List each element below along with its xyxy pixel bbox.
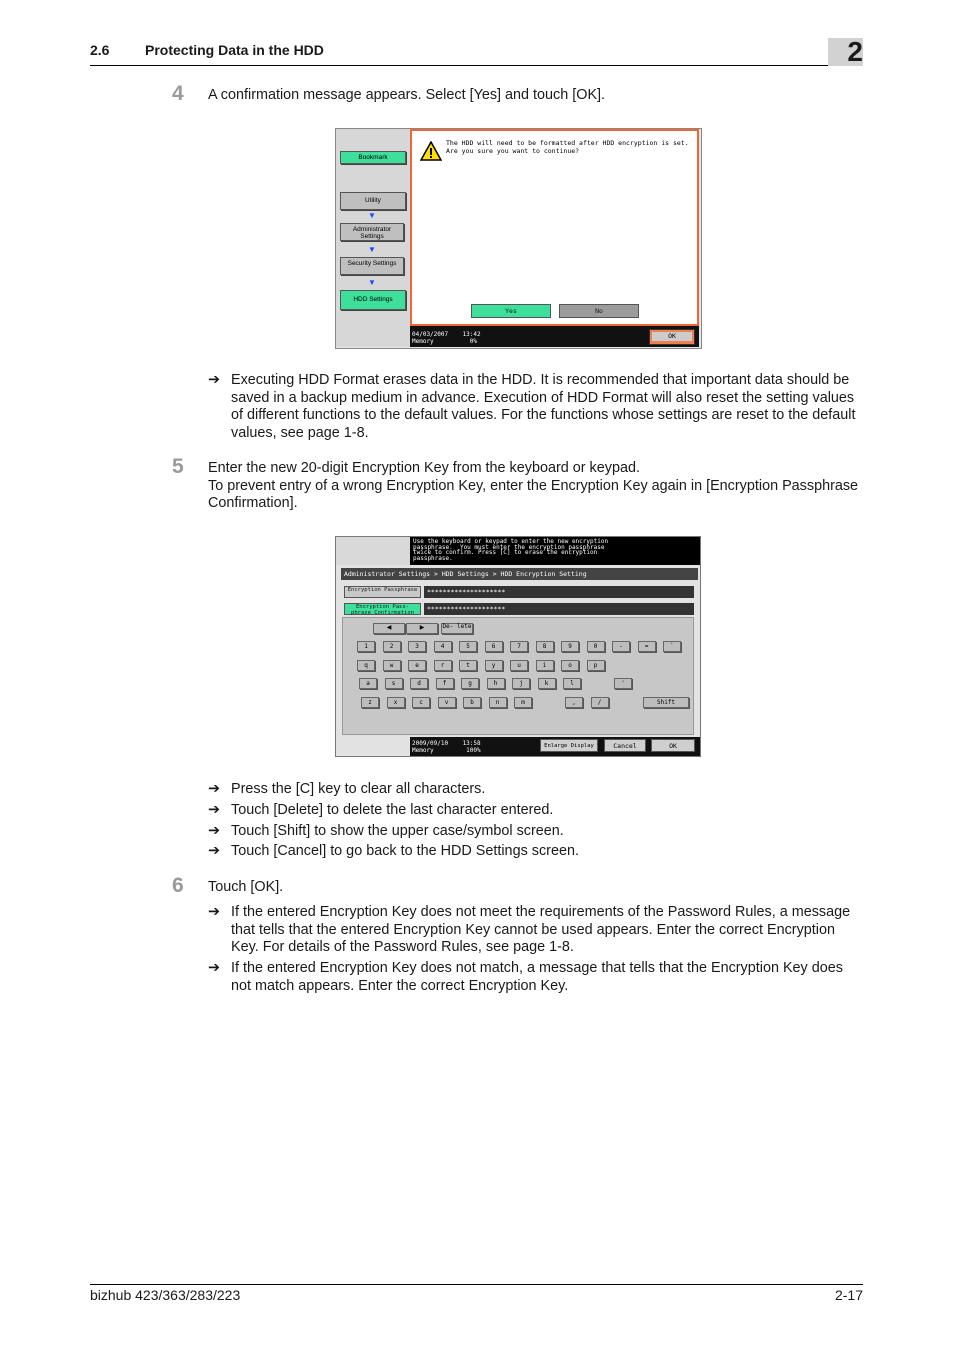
keyboard-key[interactable]: k: [538, 678, 556, 689]
confirmation-message: The HDD will need to be formatted after HDD encryption is set. Are you sure you want to continue?: [446, 139, 689, 155]
keyboard-key[interactable]: r: [434, 660, 452, 671]
arrow-icon: ➔: [208, 781, 221, 797]
keyboard-key[interactable]: x: [387, 697, 405, 708]
administrator-settings-button[interactable]: Administrator Settings: [340, 223, 404, 241]
arrow-icon: ➔: [208, 843, 221, 860]
keyboard-key[interactable]: 4: [434, 641, 452, 652]
note-bullet: [208, 802, 863, 820]
keyboard-key[interactable]: 1: [357, 641, 375, 652]
ok-button[interactable]: OK: [651, 739, 695, 752]
screen-corner: [336, 537, 410, 565]
bullet-text: If the entered Encryption Key does not match, a message that tells that the Encryption Key does not match appears. Enter the correct Encryption Key.: [231, 959, 843, 994]
keyboard-key[interactable]: v: [438, 697, 456, 708]
header-rule: [90, 65, 863, 66]
footer-rule: [90, 1284, 863, 1285]
status-bar: [410, 326, 699, 347]
keyboard-key[interactable]: w: [383, 660, 401, 671]
on-screen-keyboard: [342, 617, 694, 735]
keyboard-key[interactable]: j: [512, 678, 530, 689]
bullet-text: Touch [Cancel] to go back to the HDD Settings screen.: [231, 843, 579, 860]
keyboard-key[interactable]: n: [489, 697, 507, 708]
keyboard-key[interactable]: s: [385, 678, 403, 689]
note-bullet: [208, 904, 863, 957]
keyboard-key[interactable]: 6: [485, 641, 503, 652]
bullet-text: If the entered Encryption Key does not meet the requirements of the Password Rules, a message that tells that the entered Encryption Key cannot be used appears. Enter the correct Encryption Key. For details of the Password Rules, see page 1-8.: [231, 904, 851, 956]
cursor-left-key[interactable]: ◀: [373, 623, 405, 634]
note-bullet: [208, 781, 863, 799]
bullet-list: [208, 781, 863, 861]
keyboard-key[interactable]: 2: [383, 641, 401, 652]
keyboard-key[interactable]: g: [461, 678, 479, 689]
cancel-button[interactable]: Cancel: [604, 739, 646, 752]
section-title: Protecting Data in the HDD: [145, 42, 324, 58]
note-bullet: [208, 960, 863, 995]
confirmation-passphrase-field[interactable]: ********************: [424, 603, 694, 615]
keyboard-key[interactable]: a: [359, 678, 377, 689]
step-number: 4: [172, 82, 184, 105]
chapter-number: 2: [847, 36, 863, 67]
step-number: 6: [172, 874, 184, 897]
keyboard-key[interactable]: 7: [510, 641, 528, 652]
bullet-text: Touch [Shift] to show the upper case/symbol screen.: [231, 822, 564, 839]
keyboard-key[interactable]: t: [459, 660, 477, 671]
enlarge-display-button[interactable]: Enlarge Display: [540, 739, 598, 752]
keyboard-key[interactable]: 9: [561, 641, 579, 652]
cursor-right-key[interactable]: ▶: [406, 623, 438, 634]
encryption-passphrase-label[interactable]: Encryption Passphrase: [344, 586, 421, 598]
confirmation-passphrase-label[interactable]: Encryption Pass- phrase Confirmation: [344, 603, 421, 615]
keyboard-key[interactable]: ': [614, 678, 632, 689]
bookmark-button[interactable]: Bookmark: [340, 151, 406, 164]
page-number: 2-17: [834, 1287, 863, 1303]
keyboard-key[interactable]: m: [514, 697, 532, 708]
keyboard-key[interactable]: ,: [565, 697, 583, 708]
keyboard-key[interactable]: z: [361, 697, 379, 708]
screen-sidebar: [336, 129, 410, 347]
note-bullet: [208, 843, 863, 861]
warning-icon: [420, 141, 442, 161]
down-arrow-icon: ▼: [368, 211, 376, 220]
step-text: [208, 460, 863, 513]
keyboard-key[interactable]: /: [591, 697, 609, 708]
breadcrumb: Administrator Settings > HDD Settings > HDD Encryption Setting: [341, 568, 698, 580]
keyboard-key[interactable]: f: [436, 678, 454, 689]
keyboard-key[interactable]: h: [487, 678, 505, 689]
keyboard-key[interactable]: d: [410, 678, 428, 689]
section-number: 2.6: [90, 42, 110, 58]
encryption-passphrase-field[interactable]: ********************: [424, 586, 694, 598]
keyboard-key[interactable]: u: [510, 660, 528, 671]
keyboard-key[interactable]: -: [612, 641, 630, 652]
status-datetime: 2009/09/10 13:58 Memory 100%: [412, 740, 481, 754]
status-datetime: 04/03/2007 13:42 Memory 0%: [412, 331, 481, 345]
keyboard-key[interactable]: 5: [459, 641, 477, 652]
down-arrow-icon: ▼: [368, 245, 376, 254]
down-arrow-icon: ▼: [368, 278, 376, 287]
step-text-line: To prevent entry of a wrong Encryption Key, enter the Encryption Key again in [Encryption Passphrase Confirmation].: [208, 477, 859, 512]
keyboard-key[interactable]: c: [412, 697, 430, 708]
arrow-icon: ➔: [208, 822, 221, 839]
confirmation-dialog: [410, 129, 699, 326]
step-text-line: Enter the new 20-digit Encryption Key from the keyboard or keypad.: [208, 460, 640, 476]
encryption-key-screenshot: [335, 536, 701, 757]
keyboard-key[interactable]: `: [663, 641, 681, 652]
keyboard-key[interactable]: =: [638, 641, 656, 652]
hdd-settings-button[interactable]: HDD Settings: [340, 290, 406, 310]
footer-model: bizhub 423/363/283/223: [90, 1287, 241, 1303]
keyboard-key[interactable]: y: [485, 660, 503, 671]
keyboard-key[interactable]: e: [408, 660, 426, 671]
arrow-icon: ➔: [208, 904, 221, 920]
bullet-list: [208, 904, 863, 995]
note-bullet: [208, 372, 863, 442]
bullet-text: Press the [C] key to clear all characters.: [231, 781, 486, 797]
step-text: A confirmation message appears. Select [Yes] and touch [OK].: [208, 87, 606, 103]
security-settings-button[interactable]: Security Settings: [340, 257, 404, 275]
ok-label: OK: [652, 332, 692, 341]
keyboard-key[interactable]: o: [561, 660, 579, 671]
keyboard-key[interactable]: q: [357, 660, 375, 671]
ok-button[interactable]: [649, 329, 695, 345]
keyboard-key[interactable]: l: [563, 678, 581, 689]
status-bar: [410, 737, 700, 756]
keyboard-key[interactable]: i: [536, 660, 554, 671]
arrow-icon: ➔: [208, 801, 221, 818]
keyboard-key[interactable]: b: [463, 697, 481, 708]
utility-button[interactable]: Utility: [340, 192, 406, 210]
keyboard-key[interactable]: 3: [408, 641, 426, 652]
arrow-icon: ➔: [208, 959, 221, 976]
yes-button[interactable]: Yes: [471, 304, 551, 318]
step-text: Touch [OK].: [208, 879, 284, 895]
arrow-icon: ➔: [208, 372, 221, 388]
bullet-text: Executing HDD Format erases data in the HDD. It is recommended that important data should be saved in a backup medium in advance. Execution of HDD Format will also reset the setting values of different functions to the default values. For the functions whose settings are reset to the default values, see page 1-8.: [231, 372, 856, 441]
instruction-message: Use the keyboard or keypad to enter the new encryption passphrase. You must enter the encryption passphrase twice to confirm. Press [C] to erase the encryption passphrase.: [410, 537, 700, 565]
keyboard-key[interactable]: p: [587, 660, 605, 671]
note-bullet: [208, 823, 863, 841]
delete-key[interactable]: De- lete: [441, 623, 473, 634]
shift-key[interactable]: Shift: [643, 697, 689, 708]
step-number: 5: [172, 455, 184, 478]
keyboard-key[interactable]: 8: [536, 641, 554, 652]
bullet-text: Touch [Delete] to delete the last character entered.: [231, 801, 554, 818]
no-button[interactable]: No: [559, 304, 639, 318]
keyboard-key[interactable]: 0: [587, 641, 605, 652]
